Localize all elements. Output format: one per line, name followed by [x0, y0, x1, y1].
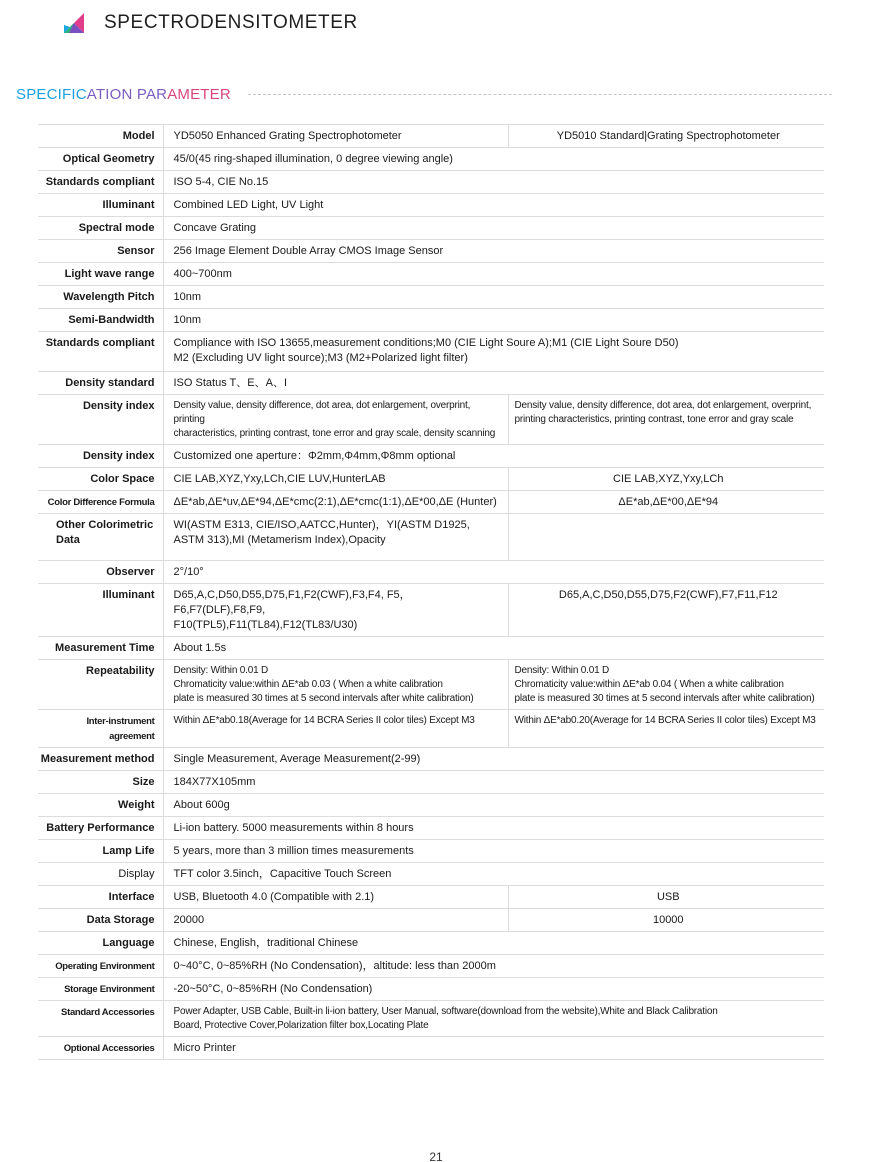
cell-value [163, 1001, 824, 1037]
table-row [38, 240, 824, 263]
cell-value: 0~40°C, 0~85%RH (No Condensation)，altitude: less than 2000m [163, 955, 824, 978]
table-row [38, 637, 824, 660]
table-row [38, 395, 824, 445]
section-heading-part: SPECIFIC [16, 86, 87, 103]
cell-line: M2 (Excluding UV light source);M3 (M2+Polarized light filter) [173, 352, 468, 364]
cell-value: 10000 [508, 909, 824, 932]
brand-logo-icon [62, 11, 86, 35]
cell-value: About 600g [163, 794, 824, 817]
cell-value [508, 660, 824, 710]
table-row [38, 286, 824, 309]
table-row [38, 514, 824, 561]
cell-value: USB, Bluetooth 4.0 (Compatible with 2.1) [163, 886, 508, 909]
cell-value: About 1.5s [163, 637, 824, 660]
row-label [38, 514, 163, 561]
table-row [38, 561, 824, 584]
row-label: Spectral mode [38, 217, 163, 240]
cell-value: 10nm [163, 286, 824, 309]
cell-line: Density value, density difference, dot area, dot enlargement, overprint, printing [173, 400, 471, 425]
row-label: Standards compliant [38, 332, 163, 372]
row-label: Light wave range [38, 263, 163, 286]
row-label: Illuminant [38, 584, 163, 637]
table-row [38, 863, 824, 886]
row-label: Density index [38, 395, 163, 445]
row-label: Optional Accessories [38, 1037, 163, 1060]
table-row [38, 491, 824, 514]
table-row [38, 194, 824, 217]
row-label: Operating Environment [38, 955, 163, 978]
cell-value: 20000 [163, 909, 508, 932]
cell-value: 10nm [163, 309, 824, 332]
row-label: Battery Performance [38, 817, 163, 840]
heading-divider [248, 94, 832, 95]
cell-value: ΔE*ab,ΔE*uv,ΔE*94,ΔE*cmc(2:1),ΔE*cmc(1:1),ΔE*00,ΔE (Hunter) [163, 491, 508, 514]
spec-table [38, 124, 824, 1060]
table-row [38, 955, 824, 978]
row-label: Language [38, 932, 163, 955]
table-row [38, 978, 824, 1001]
cell-value [163, 660, 508, 710]
table-row [38, 710, 824, 748]
table-row [38, 817, 824, 840]
row-label: Density index [38, 445, 163, 468]
cell-value: -20~50°C, 0~85%RH (No Condensation) [163, 978, 824, 1001]
section-heading-part: AMETER [167, 86, 231, 103]
cell-value: 5 years, more than 3 million times measurements [163, 840, 824, 863]
cell-value: CIE LAB,XYZ,Yxy,LCh [508, 468, 824, 491]
row-label: Optical Geometry [38, 148, 163, 171]
cell-value [163, 332, 824, 372]
cell-value: YD5050 Enhanced Grating Spectrophotometer [163, 125, 508, 148]
row-label: Observer [38, 561, 163, 584]
cell-value: TFT color 3.5inch，Capacitive Touch Screen [163, 863, 824, 886]
cell-line: Board, Protective Cover,Polarization filter box,Locating Plate [173, 1020, 429, 1031]
row-label: Inter-instrument agreement [38, 710, 163, 748]
cell-line: F10(TPL5),F11(TL84),F12(TL83/U30) [173, 619, 358, 631]
table-row [38, 372, 824, 395]
table-row [38, 932, 824, 955]
cell-value: D65,A,C,D50,D55,D75,F2(CWF),F7,F11,F12 [508, 584, 824, 637]
row-label: Wavelength Pitch [38, 286, 163, 309]
cell-line: Chromaticity value:within ΔE*ab 0.04 ( When a white calibration [514, 679, 784, 690]
cell-line: plate is measured 30 times at 5 second intervals after white calibration) [173, 693, 474, 704]
table-row [38, 886, 824, 909]
table-row [38, 263, 824, 286]
cell-value [163, 395, 508, 445]
row-label: Standards compliant [38, 171, 163, 194]
cell-value: 184X77X105mm [163, 771, 824, 794]
table-row [38, 584, 824, 637]
cell-value [163, 584, 508, 637]
cell-value: Single Measurement, Average Measurement(2-99) [163, 748, 824, 771]
cell-value [508, 395, 824, 445]
cell-value: Concave Grating [163, 217, 824, 240]
row-label: Sensor [38, 240, 163, 263]
page-number: 21 [429, 1150, 443, 1162]
table-row [38, 148, 824, 171]
cell-value: 2°/10° [163, 561, 824, 584]
cell-line: characteristics, printing contrast, tone error and gray scale, density scanning [173, 428, 496, 439]
table-row [38, 1037, 824, 1060]
page-header [62, 8, 358, 38]
cell-value: YD5010 Standard|Grating Spectrophotometer [508, 125, 824, 148]
cell-value: 256 Image Element Double Array CMOS Image Sensor [163, 240, 824, 263]
label-line: Data [56, 534, 80, 546]
cell-line: Density value, density difference, dot area, dot enlargement, overprint, [514, 400, 812, 411]
table-row [38, 1001, 824, 1037]
table-row [38, 794, 824, 817]
row-label: Standard Accessories [38, 1001, 163, 1037]
cell-value: Chinese, English，traditional Chinese [163, 932, 824, 955]
cell-line: ASTM 313),MI (Metamerism Index),Opacity [173, 534, 386, 546]
row-label: Color Space [38, 468, 163, 491]
row-label: Measurement Time [38, 637, 163, 660]
table-row [38, 771, 824, 794]
cell-line: Density: Within 0.01 D [514, 665, 610, 676]
header-title: SPECTRODENSITOMETER [104, 12, 358, 33]
label-line: Other Colorimetric [56, 519, 154, 531]
cell-value: Combined LED Light, UV Light [163, 194, 824, 217]
cell-value: 45/0(45 ring-shaped illumination, 0 degree viewing angle) [163, 148, 824, 171]
cell-value: Customized one aperture：Φ2mm,Φ4mm,Φ8mm optional [163, 445, 824, 468]
row-label: Size [38, 771, 163, 794]
row-label: Repeatability [38, 660, 163, 710]
row-label: Model [38, 125, 163, 148]
table-row [38, 468, 824, 491]
cell-value: ΔE*ab,ΔE*00,ΔE*94 [508, 491, 824, 514]
table-row [38, 309, 824, 332]
section-heading [16, 86, 231, 103]
table-row [38, 660, 824, 710]
cell-line: D65,A,C,D50,D55,D75,F1,F2(CWF),F3,F4, F5，F6,F7(DLF),F8,F9, [173, 589, 411, 616]
row-label: Measurement method [38, 748, 163, 771]
row-label: Interface [38, 886, 163, 909]
table-row [38, 909, 824, 932]
cell-line: WI(ASTM E313, CIE/ISO,AATCC,Hunter)，YI(ASTM D1925, [173, 519, 470, 531]
row-label: Data Storage [38, 909, 163, 932]
row-label: Weight [38, 794, 163, 817]
row-label: Storage Environment [38, 978, 163, 1001]
row-label: Density standard [38, 372, 163, 395]
table-row [38, 840, 824, 863]
cell-value: USB [508, 886, 824, 909]
table-row [38, 217, 824, 240]
cell-value: ISO Status T、E、A、I [163, 372, 824, 395]
row-label: Display [38, 863, 163, 886]
cell-value: CIE LAB,XYZ,Yxy,LCh,CIE LUV,HunterLAB [163, 468, 508, 491]
cell-line: Chromaticity value:within ΔE*ab 0.03 ( When a white calibration [173, 679, 443, 690]
section-heading-part: ATION PAR [86, 86, 168, 103]
cell-value: ISO 5-4, CIE No.15 [163, 171, 824, 194]
table-row [38, 445, 824, 468]
table-row [38, 125, 824, 148]
cell-value: Within ΔE*ab0.20(Average for 14 BCRA Series II color tiles) Except M3 [508, 710, 824, 748]
row-label: Color Difference Formula [38, 491, 163, 514]
cell-line: printing characteristics, printing contrast, tone error and gray scale [514, 414, 794, 425]
cell-empty [508, 514, 824, 561]
row-label: Semi-Bandwidth [38, 309, 163, 332]
cell-line: Density: Within 0.01 D [173, 665, 269, 676]
cell-value: 400~700nm [163, 263, 824, 286]
table-row [38, 332, 824, 372]
cell-value: Within ΔE*ab0.18(Average for 14 BCRA Series II color tiles) Except M3 [163, 710, 508, 748]
cell-value: Micro Printer [163, 1037, 824, 1060]
cell-value: Li-ion battery. 5000 measurements within 8 hours [163, 817, 824, 840]
cell-value [163, 514, 508, 561]
cell-line: Compliance with ISO 13655,measurement conditions;M0 (CIE Light Soure A);M1 (CIE Light Soure D50) [173, 337, 679, 349]
row-label: Illuminant [38, 194, 163, 217]
row-label: Lamp Life [38, 840, 163, 863]
table-row [38, 171, 824, 194]
table-row [38, 748, 824, 771]
cell-line: Power Adapter, USB Cable, Built-in li-ion battery, User Manual, software(download from the website),White and Black Calibration [173, 1006, 718, 1017]
cell-line: plate is measured 30 times at 5 second intervals after white calibration) [514, 693, 815, 704]
